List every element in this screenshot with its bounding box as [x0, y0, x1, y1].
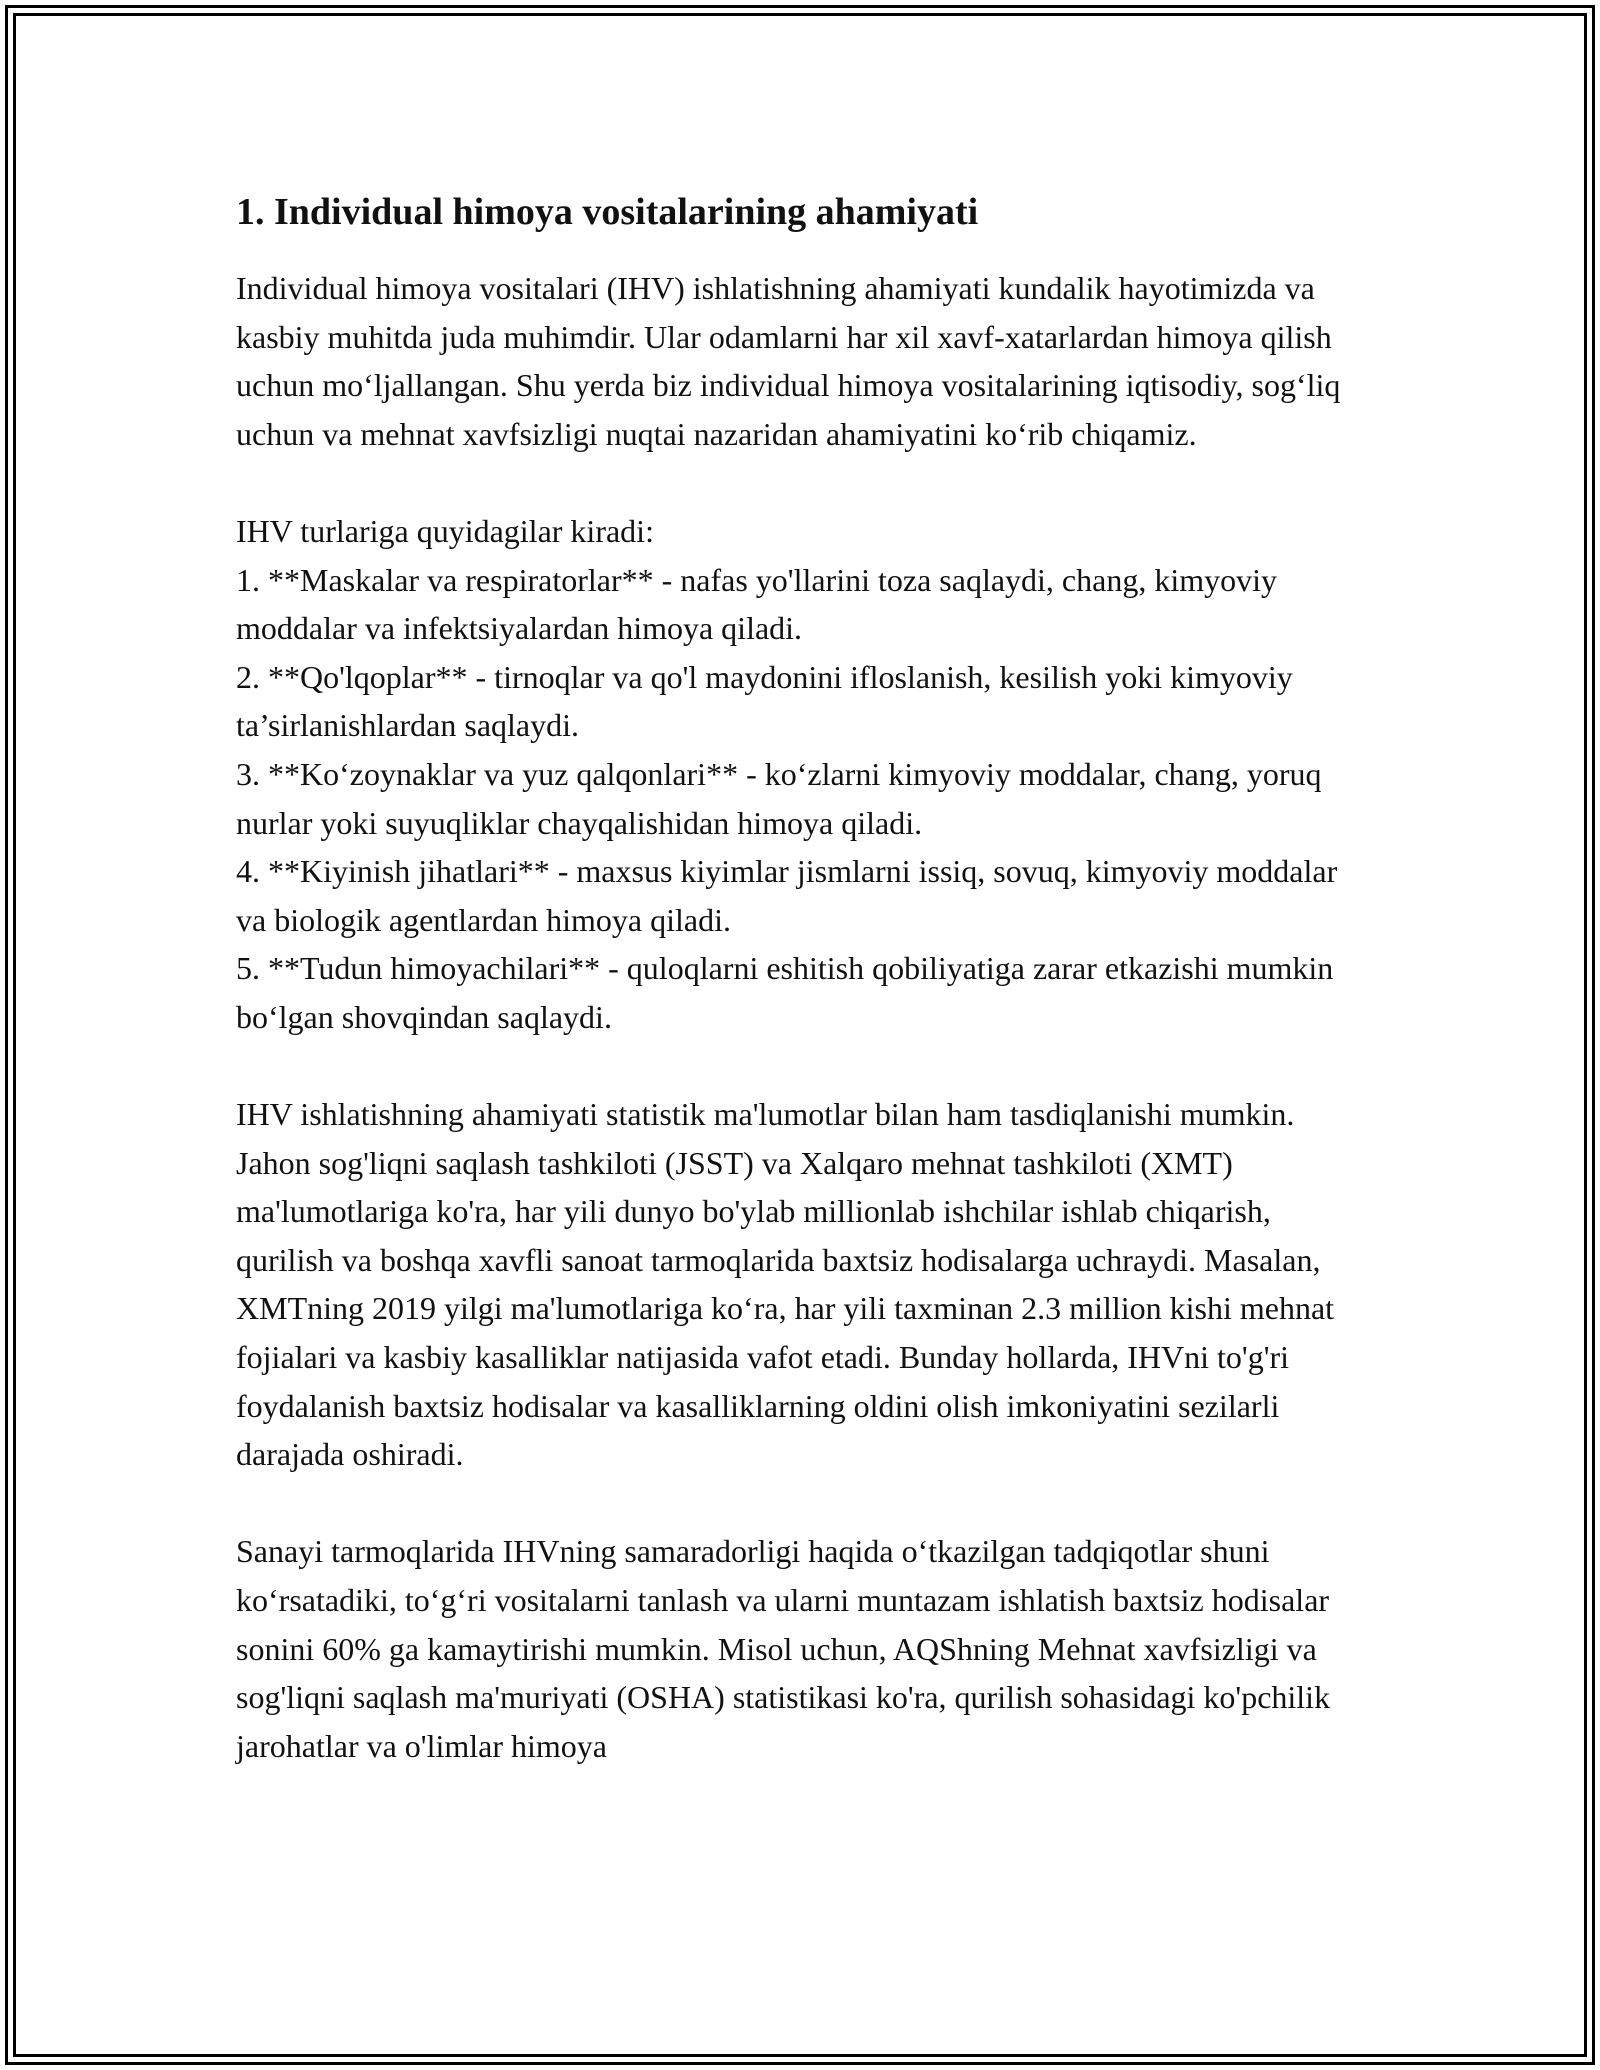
list-item: 4. **Kiyinish jihatlari** - maxsus kiyimlar jismlarni issiq, sovuq, kimyoviy moddalar va biologik agentlardan himoya qiladi.	[236, 853, 1338, 938]
list-item: 1. **Maskalar va respiratorlar** - nafas yo'llarini toza saqlaydi, chang, kimyoviy moddalar va infektsiyalardan himoya qiladi.	[236, 561, 1277, 647]
list-item: 2. **Qo'lqoplar** - tirnoqlar va qo'l maydonini ifloslanish, kesilish yoki kimyoviy ta’sirlanishlardan saqlaydi.	[236, 658, 1293, 744]
paragraph-spacer	[236, 1479, 1366, 1528]
list-item: 5. **Tudun himoyachilari** - quloqlarni eshitish qobiliyatiga zarar etkazishi mumkin bo‘lgan shovqindan saqlaydi.	[236, 950, 1334, 1035]
section-heading: 1. Individual himoya vositalarining ahamiyati	[236, 191, 979, 233]
statistics-paragraph: IHV ishlatishning ahamiyati statistik ma'lumotlar bilan ham tasdiqlanishi mumkin. Jahon sog'liqni saqlash tashkiloti (JSST) va Xalqaro mehnat tashkiloti (XMT) ma'lumotlariga ko'ra, har yili dunyo bo'ylab millionlab ishchilar ishlab chiqarish, qurilish va boshqa xavfli sanoat tarmoqlarida baxtsiz hodisalarga uchraydi. Masalan, XMTning 2019 yilgi ma'lumotlariga ko‘ra, har yili taxminan 2.3 million kishi mehnat fojialari va kasbiy kasalliklar natijasida vafot etadi. Bunday hollarda, IHVni to'g'ri foydalanish baxtsiz hodisalar va kasalliklarning oldini olish imkoniyatini sezilarli darajada oshiradi.	[236, 1096, 1343, 1473]
document-body	[236, 186, 1366, 1770]
industry-paragraph: Sanayi tarmoqlarida IHVning samaradorligi haqida o‘tkazilgan tadqiqotlar shuni ko‘rsatadiki, to‘g‘ri vositalarni tanlash va ularni muntazam ishlatish baxtsiz hodisalar sonini 60% ga kamaytirishi mumkin. Misol uchun, AQShning Mehnat xavfsizligi va sog'liqni saqlash ma'muriyati (OSHA) statistikasi ko'ra, qurilish sohasidagi ko'pchilik jarohatlar va o'limlar himoya	[236, 1533, 1339, 1764]
paragraph-spacer	[236, 458, 1366, 507]
paragraph-spacer	[236, 1042, 1366, 1091]
intro-paragraph: Individual himoya vositalari (IHV) ishlatishning ahamiyati kundalik hayotimizda va kasbiy muhitda juda muhimdir. Ular odamlarni har xil xavf-xatarlardan himoya qilish uchun mo‘ljallangan. Shu yerda biz individual himoya vositalarining iqtisodiy, sog‘liq uchun va mehnat xavfsizligi nuqtai nazaridan ahamiyatini ko‘rib chiqamiz.	[236, 270, 1349, 452]
list-item: 3. **Ko‘zoynaklar va yuz qalqonlari** - ko‘zlarni kimyoviy moddalar, chang, yoruq nurlar yoki suyuqliklar chayqalishidan himoya qiladi.	[236, 755, 1322, 841]
list-intro: IHV turlariga quyidagilar kiradi:	[236, 512, 654, 549]
